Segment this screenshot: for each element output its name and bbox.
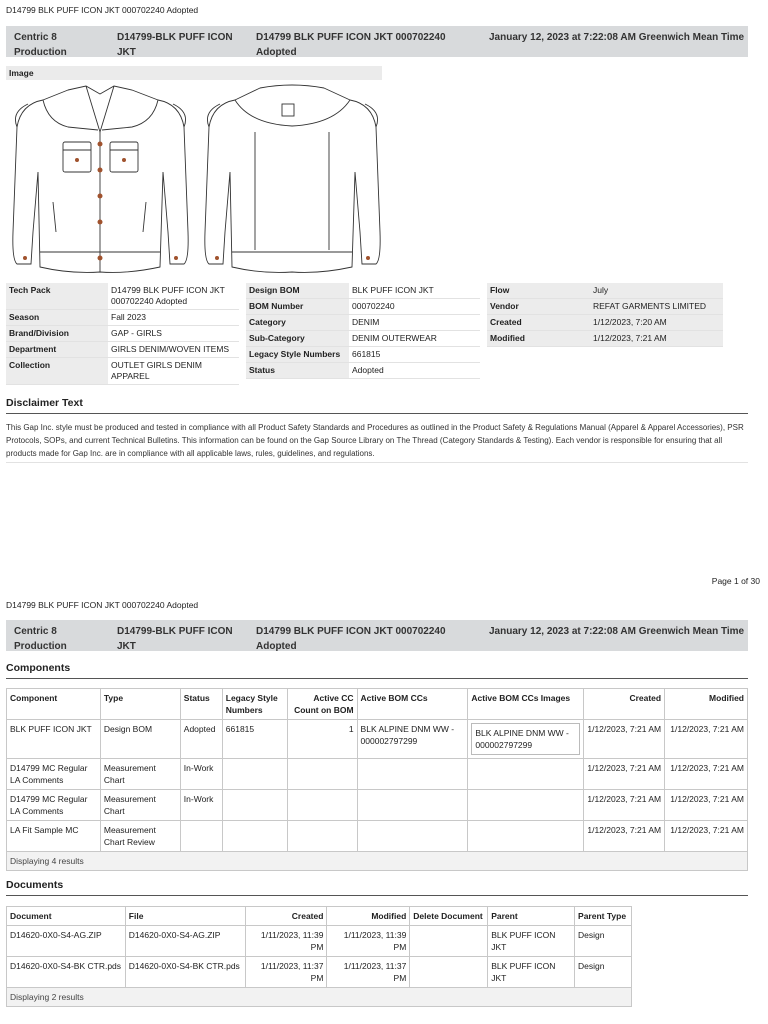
table-cell: In-Work <box>180 790 222 821</box>
table-cell <box>180 821 222 852</box>
column-header[interactable]: Status <box>180 689 222 720</box>
header-style: D14799-BLK PUFF ICON JKT <box>117 626 233 652</box>
table-cell: 1/12/2023, 7:21 AM <box>665 790 748 821</box>
detail-value: BLK PUFF ICON JKT <box>352 285 434 295</box>
detail-key: Flow <box>490 285 510 295</box>
detail-value: Adopted <box>352 365 384 375</box>
table-cell: D14620-0X0-S4-AG.ZIP <box>125 926 245 957</box>
table-cell: 1/12/2023, 7:21 AM <box>584 821 665 852</box>
detail-row <box>487 283 723 299</box>
detail-value: DENIM OUTERWEAR <box>352 333 437 343</box>
column-header[interactable]: Active CC Count on BOM <box>287 689 357 720</box>
document-title-page2: D14799 BLK PUFF ICON JKT 000702240 Adopted <box>6 600 199 610</box>
detail-row <box>246 315 480 331</box>
table-cell: BLK PUFF ICON JKT <box>488 957 575 988</box>
table-cell <box>357 821 468 852</box>
table-row <box>7 926 632 957</box>
detail-row <box>487 331 723 347</box>
detail-value: D14799 BLK PUFF ICON JKT 000702240 Adopted <box>111 285 225 306</box>
detail-value: GIRLS DENIM/WOVEN ITEMS <box>111 344 230 354</box>
header-techpack: D14799 BLK PUFF ICON JKT 000702240 Adopted <box>256 32 446 58</box>
table-cell: 1/12/2023, 7:21 AM <box>584 759 665 790</box>
report-header-page2 <box>6 620 748 651</box>
column-header[interactable]: Component <box>7 689 101 720</box>
table-cell: Design <box>575 957 632 988</box>
detail-key: Collection <box>6 358 108 384</box>
detail-key: Legacy Style Numbers <box>246 347 349 362</box>
detail-key: Design BOM <box>246 283 349 298</box>
column-header[interactable]: Legacy Style Numbers <box>222 689 287 720</box>
table-cell: 1/12/2023, 7:21 AM <box>665 759 748 790</box>
page-number: Page 1 of 30 <box>711 576 760 586</box>
disclaimer-heading: Disclaimer Text <box>6 397 748 414</box>
column-header[interactable]: Created <box>245 907 327 926</box>
detail-value: REFAT GARMENTS LIMITED <box>593 301 707 311</box>
detail-value: 1/12/2023, 7:20 AM <box>593 317 667 327</box>
detail-value: 1/12/2023, 7:21 AM <box>593 333 667 343</box>
detail-key: Created <box>490 317 522 327</box>
table-cell <box>357 759 468 790</box>
table-cell: BLK ALPINE DNM WW - 000002797299 <box>357 720 468 759</box>
detail-row <box>246 363 480 379</box>
detail-row <box>246 331 480 347</box>
report-header <box>6 26 748 57</box>
detail-row <box>6 310 239 326</box>
column-header[interactable]: Type <box>100 689 180 720</box>
detail-value: July <box>593 285 609 295</box>
table-cell <box>468 821 584 852</box>
header-system: Centric 8 Production <box>14 32 67 58</box>
table-row <box>7 759 748 790</box>
table-cell: 1/11/2023, 11:37 PM <box>245 957 327 988</box>
column-header[interactable]: Active BOM CCs Images <box>468 689 584 720</box>
table-cell <box>410 926 488 957</box>
table-cell <box>222 790 287 821</box>
table-cell <box>287 821 357 852</box>
table-cell: 1/11/2023, 11:39 PM <box>245 926 327 957</box>
table-cell: 1 <box>287 720 357 759</box>
image-section-label: Image <box>6 66 382 80</box>
detail-row <box>487 299 723 315</box>
details-middle <box>246 283 480 379</box>
detail-key: Tech Pack <box>6 283 108 309</box>
components-table <box>6 688 748 871</box>
table-cell <box>287 759 357 790</box>
table-cell <box>468 790 584 821</box>
table-cell: 1/11/2023, 11:37 PM <box>327 957 410 988</box>
table-row <box>7 957 632 988</box>
detail-row <box>487 315 723 331</box>
table-cell: Measurement Chart Review <box>100 821 180 852</box>
detail-value: Fall 2023 <box>111 312 146 322</box>
table-cell: BLK PUFF ICON JKT <box>7 720 101 759</box>
table-cell: 661815 <box>222 720 287 759</box>
table-cell: Design <box>575 926 632 957</box>
table-cell: D14799 MC Regular LA Comments <box>7 790 101 821</box>
detail-row <box>6 326 239 342</box>
documents-heading: Documents <box>6 879 748 896</box>
detail-key: Category <box>246 315 349 330</box>
table-cell <box>468 759 584 790</box>
detail-row <box>246 347 480 363</box>
table-cell: Adopted <box>180 720 222 759</box>
table-cell: In-Work <box>180 759 222 790</box>
table-cell: D14799 MC Regular LA Comments <box>7 759 101 790</box>
table-cell: D14620-0X0-S4-BK CTR.pds <box>7 957 126 988</box>
table-row <box>7 720 748 759</box>
detail-row <box>6 342 239 358</box>
detail-value: 661815 <box>352 349 381 359</box>
detail-key: Sub-Category <box>246 331 349 346</box>
table-cell: Design BOM <box>100 720 180 759</box>
details-right <box>487 283 723 347</box>
column-header[interactable]: Document <box>7 907 126 926</box>
detail-key: BOM Number <box>246 299 349 314</box>
header-timestamp: January 12, 2023 at 7:22:08 AM Greenwich Mean Time <box>489 626 745 637</box>
jacket-back-sketch <box>200 82 385 277</box>
table-row <box>7 821 748 852</box>
column-header[interactable]: Created <box>584 689 665 720</box>
header-timestamp: January 12, 2023 at 7:22:08 AM Greenwich Mean Time <box>489 32 745 43</box>
table-cell <box>287 790 357 821</box>
table-cell: 1/11/2023, 11:39 PM <box>327 926 410 957</box>
table-cell: 1/12/2023, 7:21 AM <box>665 720 748 759</box>
documents-table <box>6 906 632 1007</box>
table-row <box>7 790 748 821</box>
detail-row <box>246 299 480 315</box>
column-header[interactable]: Modified <box>327 907 410 926</box>
column-header[interactable]: Delete Document <box>410 907 488 926</box>
detail-key: Modified <box>490 333 525 343</box>
table-cell: D14620-0X0-S4-AG.ZIP <box>7 926 126 957</box>
results-count: Displaying 4 results <box>7 852 748 871</box>
jacket-front-sketch <box>8 82 193 277</box>
table-cell: Measurement Chart <box>100 759 180 790</box>
table-cell <box>357 790 468 821</box>
components-heading: Components <box>6 662 748 679</box>
details-left <box>6 283 239 385</box>
document-title: D14799 BLK PUFF ICON JKT 000702240 Adopted <box>6 5 199 15</box>
detail-value: 000702240 <box>352 301 395 311</box>
detail-row <box>6 358 239 385</box>
detail-key: Status <box>246 363 349 378</box>
table-cell <box>222 821 287 852</box>
table-cell: LA Fit Sample MC <box>7 821 101 852</box>
detail-row <box>6 283 239 310</box>
detail-row <box>246 283 480 299</box>
column-header[interactable]: File <box>125 907 245 926</box>
table-cell: 1/12/2023, 7:21 AM <box>584 790 665 821</box>
disclaimer-text: This Gap Inc. style must be produced and tested in compliance with all Product Safety Standards and Procedures as outlined in the Product Safety & Regulations Manual (Apparel & Apparel Accessories), PSR Protocols, SOPs, and current Technical Bulletins. This information can be found on the Gap Source Library on The Thread (Category Standards & Testing). Each vendor is responsible for ensuring that all products made for Gap Inc. are in compliance with all applicable laws, rules, guidelines, and regulations. <box>6 421 748 463</box>
column-header[interactable]: Parent <box>488 907 575 926</box>
detail-key: Brand/Division <box>6 326 108 341</box>
detail-value: DENIM <box>352 317 380 327</box>
results-count: Displaying 2 results <box>7 988 632 1007</box>
detail-key: Department <box>6 342 108 357</box>
column-header[interactable]: Active BOM CCs <box>357 689 468 720</box>
table-cell: BLK PUFF ICON JKT <box>488 926 575 957</box>
detail-key: Season <box>6 310 108 325</box>
column-header[interactable]: Parent Type <box>575 907 632 926</box>
detail-key: Vendor <box>490 301 519 311</box>
table-cell: 1/12/2023, 7:21 AM <box>584 720 665 759</box>
header-techpack: D14799 BLK PUFF ICON JKT 000702240 Adopted <box>256 626 446 652</box>
header-system: Centric 8 Production <box>14 626 67 652</box>
table-cell <box>468 720 584 759</box>
table-cell <box>410 957 488 988</box>
table-cell: 1/12/2023, 7:21 AM <box>665 821 748 852</box>
bom-cc-image-box[interactable]: BLK ALPINE DNM WW - 000002797299 <box>471 723 580 755</box>
column-header[interactable]: Modified <box>665 689 748 720</box>
table-cell: Measurement Chart <box>100 790 180 821</box>
table-cell <box>222 759 287 790</box>
detail-value: OUTLET GIRLS DENIM APPAREL <box>111 360 202 381</box>
detail-value: GAP - GIRLS <box>111 328 162 338</box>
header-style: D14799-BLK PUFF ICON JKT <box>117 32 233 58</box>
table-cell: D14620-0X0-S4-BK CTR.pds <box>125 957 245 988</box>
